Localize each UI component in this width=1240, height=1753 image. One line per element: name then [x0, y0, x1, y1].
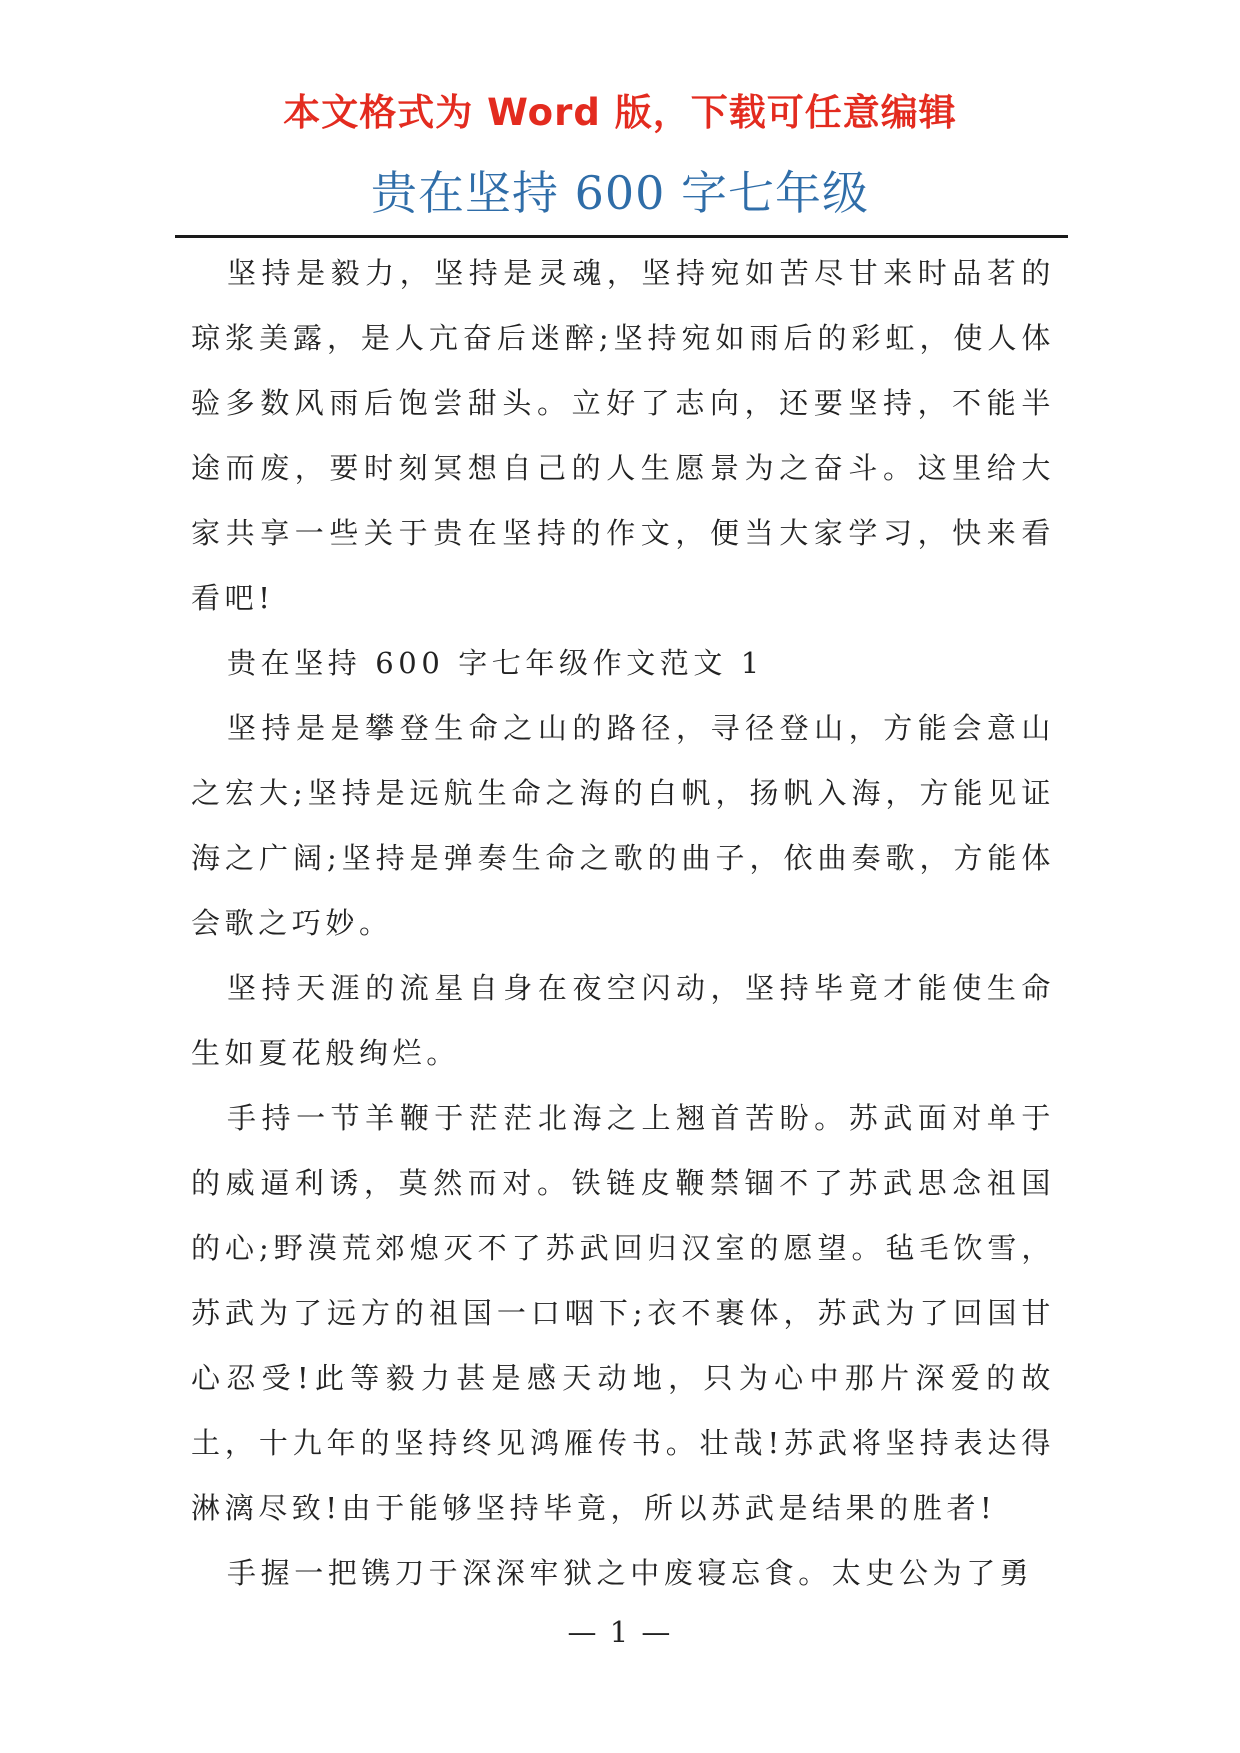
body-paragraph: 坚持是是攀登生命之山的路径，寻径登山，方能会意山之宏大;坚持是远航生命之海的白帆，扬帆入海，方能见证海之广阔;坚持是弹奏生命之歌的曲子，依曲奏歌，方能体会歌之巧妙。 [191, 711, 1055, 940]
body-paragraph: 坚持天涯的流星自身在夜空闪动，坚持毕竟才能使生命生如夏花般绚烂。 [191, 971, 1055, 1070]
body-paragraph: 手持一节羊鞭于茫茫北海之上翘首苦盼。苏武面对单于的威逼利诱，莫然而对。铁链皮鞭禁锢不了苏武思念祖国的心;野漠荒郊熄灭不了苏武回归汉室的愿望。毡毛饮雪，苏武为了远方的祖国一口咽下;衣不裹体，苏武为了回国甘心忍受!此等毅力甚是感天动地，只为心中那片深爱的故土，十九年的坚持终见鸿雁传书。壮哉!苏武将坚持表达得淋漓尽致!由于能够坚持毕竟，所以苏武是结果的胜者! [191, 1101, 1055, 1525]
title-divider [175, 235, 1068, 238]
intro-paragraph: 坚持是毅力，坚持是灵魂，坚持宛如苦尽甘来时品茗的琼浆美露，是人亢奋后迷醉;坚持宛如雨后的彩虹，使人体验多数风雨后饱尝甜头。立好了志向，还要坚持，不能半途而废，要时刻冥想自己的人生愿景为之奋斗。这里给大家共享一些关于贵在坚持的作文，便当大家学习，快来看看吧! [191, 256, 1055, 615]
format-notice: 本文格式为 Word 版，下载可任意编辑 [283, 91, 957, 134]
section-heading: 贵在坚持 600 字七年级作文范文 1 [227, 646, 764, 680]
body-paragraph: 手握一把镌刀于深深牢狱之中废寝忘食。太史公为了勇 [227, 1556, 1034, 1590]
article-body [191, 241, 1055, 1606]
page-number: — 1 — [567, 1615, 673, 1649]
page-title: 贵在坚持 600 字七年级 [370, 166, 870, 220]
